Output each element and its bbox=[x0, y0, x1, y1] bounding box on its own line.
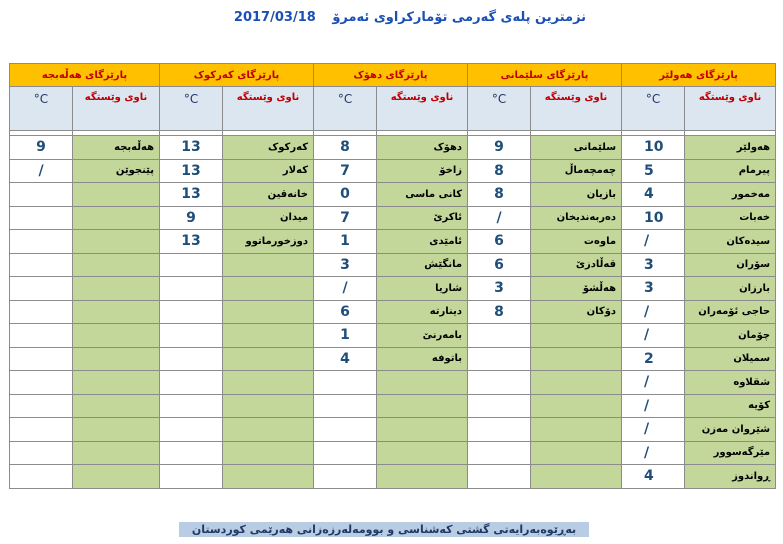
station-name-header: ناوی وێستگە bbox=[377, 87, 468, 131]
empty-cell bbox=[73, 183, 160, 207]
empty-cell bbox=[10, 183, 73, 207]
empty-cell bbox=[468, 394, 531, 418]
empty-cell bbox=[468, 324, 531, 348]
empty-cell bbox=[160, 418, 223, 442]
empty-cell bbox=[10, 324, 73, 348]
station-temperature: / bbox=[10, 159, 73, 183]
empty-cell bbox=[160, 253, 223, 277]
footer-agency: بەڕێوەبەرایەتی گشتی کەشناسی و بوومەلەرزەزانی هەرێمی کوردستان bbox=[179, 522, 589, 537]
table-row bbox=[10, 347, 776, 371]
table-row bbox=[10, 230, 776, 254]
station-temperature: 10 bbox=[622, 136, 685, 160]
station-temperature: 2 bbox=[622, 347, 685, 371]
title-text: نزمترین پلەی گەرمی تۆمارکراوی ئەمرۆ bbox=[332, 10, 587, 25]
empty-cell bbox=[531, 441, 622, 465]
station-name: ئامێدی bbox=[377, 230, 468, 254]
empty-cell bbox=[73, 253, 160, 277]
temperature-unit-header: C° bbox=[314, 87, 377, 131]
temperature-unit-header: C° bbox=[622, 87, 685, 131]
station-temperature: / bbox=[622, 441, 685, 465]
station-temperature: 9 bbox=[468, 136, 531, 160]
table-row bbox=[10, 418, 776, 442]
empty-cell bbox=[223, 300, 314, 324]
empty-cell bbox=[223, 347, 314, 371]
empty-cell bbox=[531, 324, 622, 348]
table-row bbox=[10, 159, 776, 183]
empty-cell bbox=[531, 418, 622, 442]
station-name: سلێمانی bbox=[531, 136, 622, 160]
empty-cell bbox=[377, 371, 468, 395]
station-name-header: ناوی وێستگە bbox=[531, 87, 622, 131]
station-name-header: ناوی وێستگە bbox=[685, 87, 776, 131]
table-row bbox=[10, 324, 776, 348]
station-temperature: 5 bbox=[622, 159, 685, 183]
empty-cell bbox=[73, 277, 160, 301]
station-name: هەڵشۆ bbox=[531, 277, 622, 301]
empty-cell bbox=[73, 371, 160, 395]
station-name: شێروان مەزن bbox=[685, 418, 776, 442]
empty-cell bbox=[10, 465, 73, 489]
empty-cell bbox=[223, 441, 314, 465]
table-row bbox=[10, 277, 776, 301]
empty-cell bbox=[10, 230, 73, 254]
empty-cell bbox=[531, 371, 622, 395]
empty-cell bbox=[223, 277, 314, 301]
station-temperature: / bbox=[622, 324, 685, 348]
station-temperature: 13 bbox=[160, 183, 223, 207]
station-name: مێرگەسوور bbox=[685, 441, 776, 465]
empty-cell bbox=[160, 277, 223, 301]
empty-cell bbox=[10, 206, 73, 230]
temperature-unit-header: C° bbox=[468, 87, 531, 131]
station-name: سیدەکان bbox=[685, 230, 776, 254]
station-name: پێنجوێن bbox=[73, 159, 160, 183]
title-date: 2017/03/18 bbox=[233, 10, 316, 25]
station-name: بامەرنێ bbox=[377, 324, 468, 348]
empty-cell bbox=[468, 441, 531, 465]
empty-cell bbox=[73, 418, 160, 442]
empty-cell bbox=[314, 441, 377, 465]
temperature-unit-header: C° bbox=[160, 87, 223, 131]
station-temperature: 13 bbox=[160, 230, 223, 254]
station-name: زاخۆ bbox=[377, 159, 468, 183]
station-temperature: / bbox=[622, 371, 685, 395]
empty-cell bbox=[160, 371, 223, 395]
station-name: سمیلان bbox=[685, 347, 776, 371]
empty-cell bbox=[468, 347, 531, 371]
station-name: خەبات bbox=[685, 206, 776, 230]
empty-cell bbox=[223, 253, 314, 277]
table-row bbox=[10, 136, 776, 160]
empty-cell bbox=[314, 418, 377, 442]
empty-cell bbox=[223, 418, 314, 442]
empty-cell bbox=[10, 418, 73, 442]
empty-cell bbox=[223, 465, 314, 489]
station-name: قەڵادزێ bbox=[531, 253, 622, 277]
governorate-header: پارێزگای هەڵەبجە bbox=[10, 64, 160, 87]
temperature-table bbox=[9, 63, 776, 489]
station-name: مەخمور bbox=[685, 183, 776, 207]
station-temperature: / bbox=[622, 394, 685, 418]
station-temperature: 6 bbox=[314, 300, 377, 324]
column-header-row bbox=[10, 87, 776, 131]
station-temperature: 8 bbox=[468, 300, 531, 324]
station-temperature: 7 bbox=[314, 206, 377, 230]
empty-cell bbox=[531, 347, 622, 371]
governorate-header-row bbox=[10, 64, 776, 87]
station-name: ڕواندوز bbox=[685, 465, 776, 489]
station-name: کانی ماسی bbox=[377, 183, 468, 207]
empty-cell bbox=[73, 206, 160, 230]
governorate-header: پارێزگای دهۆک bbox=[314, 64, 468, 87]
station-temperature: 7 bbox=[314, 159, 377, 183]
empty-cell bbox=[73, 230, 160, 254]
station-temperature: / bbox=[468, 206, 531, 230]
table-row bbox=[10, 183, 776, 207]
station-temperature: 13 bbox=[160, 159, 223, 183]
page-title bbox=[200, 10, 620, 28]
empty-cell bbox=[531, 465, 622, 489]
station-name: ئاکرێ bbox=[377, 206, 468, 230]
empty-cell bbox=[468, 465, 531, 489]
station-name: بارزان bbox=[685, 277, 776, 301]
table-row bbox=[10, 394, 776, 418]
empty-cell bbox=[73, 300, 160, 324]
station-temperature: 10 bbox=[622, 206, 685, 230]
station-name: دوزخورماتوو bbox=[223, 230, 314, 254]
station-name: بازیان bbox=[531, 183, 622, 207]
station-name: هەولێر bbox=[685, 136, 776, 160]
station-name: باتوفە bbox=[377, 347, 468, 371]
empty-cell bbox=[160, 324, 223, 348]
table-row bbox=[10, 300, 776, 324]
empty-cell bbox=[10, 277, 73, 301]
station-temperature: 9 bbox=[10, 136, 73, 160]
empty-cell bbox=[468, 418, 531, 442]
temperature-unit-header: C° bbox=[10, 87, 73, 131]
station-name: سۆران bbox=[685, 253, 776, 277]
station-temperature: 3 bbox=[314, 253, 377, 277]
station-name: چەمچەماڵ bbox=[531, 159, 622, 183]
empty-cell bbox=[160, 394, 223, 418]
empty-cell bbox=[223, 394, 314, 418]
station-temperature: 8 bbox=[468, 183, 531, 207]
station-temperature: 1 bbox=[314, 230, 377, 254]
station-temperature: 8 bbox=[314, 136, 377, 160]
station-name: ماوەت bbox=[531, 230, 622, 254]
empty-cell bbox=[73, 465, 160, 489]
empty-cell bbox=[468, 371, 531, 395]
empty-cell bbox=[160, 441, 223, 465]
station-name: شقلاوە bbox=[685, 371, 776, 395]
station-temperature: 3 bbox=[622, 253, 685, 277]
station-name: چۆمان bbox=[685, 324, 776, 348]
station-name: دۆکان bbox=[531, 300, 622, 324]
empty-cell bbox=[73, 347, 160, 371]
station-name: دهۆک bbox=[377, 136, 468, 160]
table-row bbox=[10, 441, 776, 465]
empty-cell bbox=[10, 347, 73, 371]
empty-cell bbox=[10, 300, 73, 324]
station-temperature: / bbox=[622, 300, 685, 324]
empty-cell bbox=[377, 394, 468, 418]
empty-cell bbox=[223, 324, 314, 348]
station-name: دینارتە bbox=[377, 300, 468, 324]
empty-cell bbox=[377, 418, 468, 442]
station-temperature: 6 bbox=[468, 230, 531, 254]
station-temperature: / bbox=[314, 277, 377, 301]
station-name: پیرمام bbox=[685, 159, 776, 183]
empty-cell bbox=[314, 465, 377, 489]
empty-cell bbox=[160, 465, 223, 489]
station-name: هەڵەبجە bbox=[73, 136, 160, 160]
station-temperature: 13 bbox=[160, 136, 223, 160]
table-row bbox=[10, 253, 776, 277]
station-name: شاریا bbox=[377, 277, 468, 301]
station-name: مانگێش bbox=[377, 253, 468, 277]
empty-cell bbox=[160, 300, 223, 324]
empty-cell bbox=[73, 324, 160, 348]
station-name: دەربەندیخان bbox=[531, 206, 622, 230]
empty-cell bbox=[10, 394, 73, 418]
station-name-header: ناوی وێستگە bbox=[223, 87, 314, 131]
empty-cell bbox=[73, 441, 160, 465]
station-temperature: 4 bbox=[622, 183, 685, 207]
station-temperature: / bbox=[622, 230, 685, 254]
empty-cell bbox=[377, 441, 468, 465]
table-row bbox=[10, 465, 776, 489]
empty-cell bbox=[377, 465, 468, 489]
station-temperature: 6 bbox=[468, 253, 531, 277]
station-name: میدان bbox=[223, 206, 314, 230]
empty-cell bbox=[531, 394, 622, 418]
station-temperature: / bbox=[622, 418, 685, 442]
station-temperature: 8 bbox=[468, 159, 531, 183]
governorate-header: پارێزگای سلێمانی bbox=[468, 64, 622, 87]
empty-cell bbox=[10, 371, 73, 395]
governorate-header: پارێزگای کەرکوک bbox=[160, 64, 314, 87]
station-name: کەلار bbox=[223, 159, 314, 183]
station-temperature: 3 bbox=[468, 277, 531, 301]
empty-cell bbox=[160, 347, 223, 371]
empty-cell bbox=[314, 394, 377, 418]
station-temperature: 4 bbox=[314, 347, 377, 371]
station-temperature: 4 bbox=[622, 465, 685, 489]
table-row bbox=[10, 371, 776, 395]
station-temperature: 9 bbox=[160, 206, 223, 230]
empty-cell bbox=[73, 394, 160, 418]
empty-cell bbox=[223, 371, 314, 395]
station-name: کەرکوک bbox=[223, 136, 314, 160]
governorate-header: پارێزگای هەولێر bbox=[622, 64, 776, 87]
empty-cell bbox=[314, 371, 377, 395]
station-name: حاجی ئۆمەران bbox=[685, 300, 776, 324]
station-temperature: 3 bbox=[622, 277, 685, 301]
table-row bbox=[10, 206, 776, 230]
station-name: کۆیە bbox=[685, 394, 776, 418]
empty-cell bbox=[10, 441, 73, 465]
station-name-header: ناوی وێستگە bbox=[73, 87, 160, 131]
station-name: خانەقین bbox=[223, 183, 314, 207]
station-temperature: 1 bbox=[314, 324, 377, 348]
station-temperature: 0 bbox=[314, 183, 377, 207]
empty-cell bbox=[10, 253, 73, 277]
